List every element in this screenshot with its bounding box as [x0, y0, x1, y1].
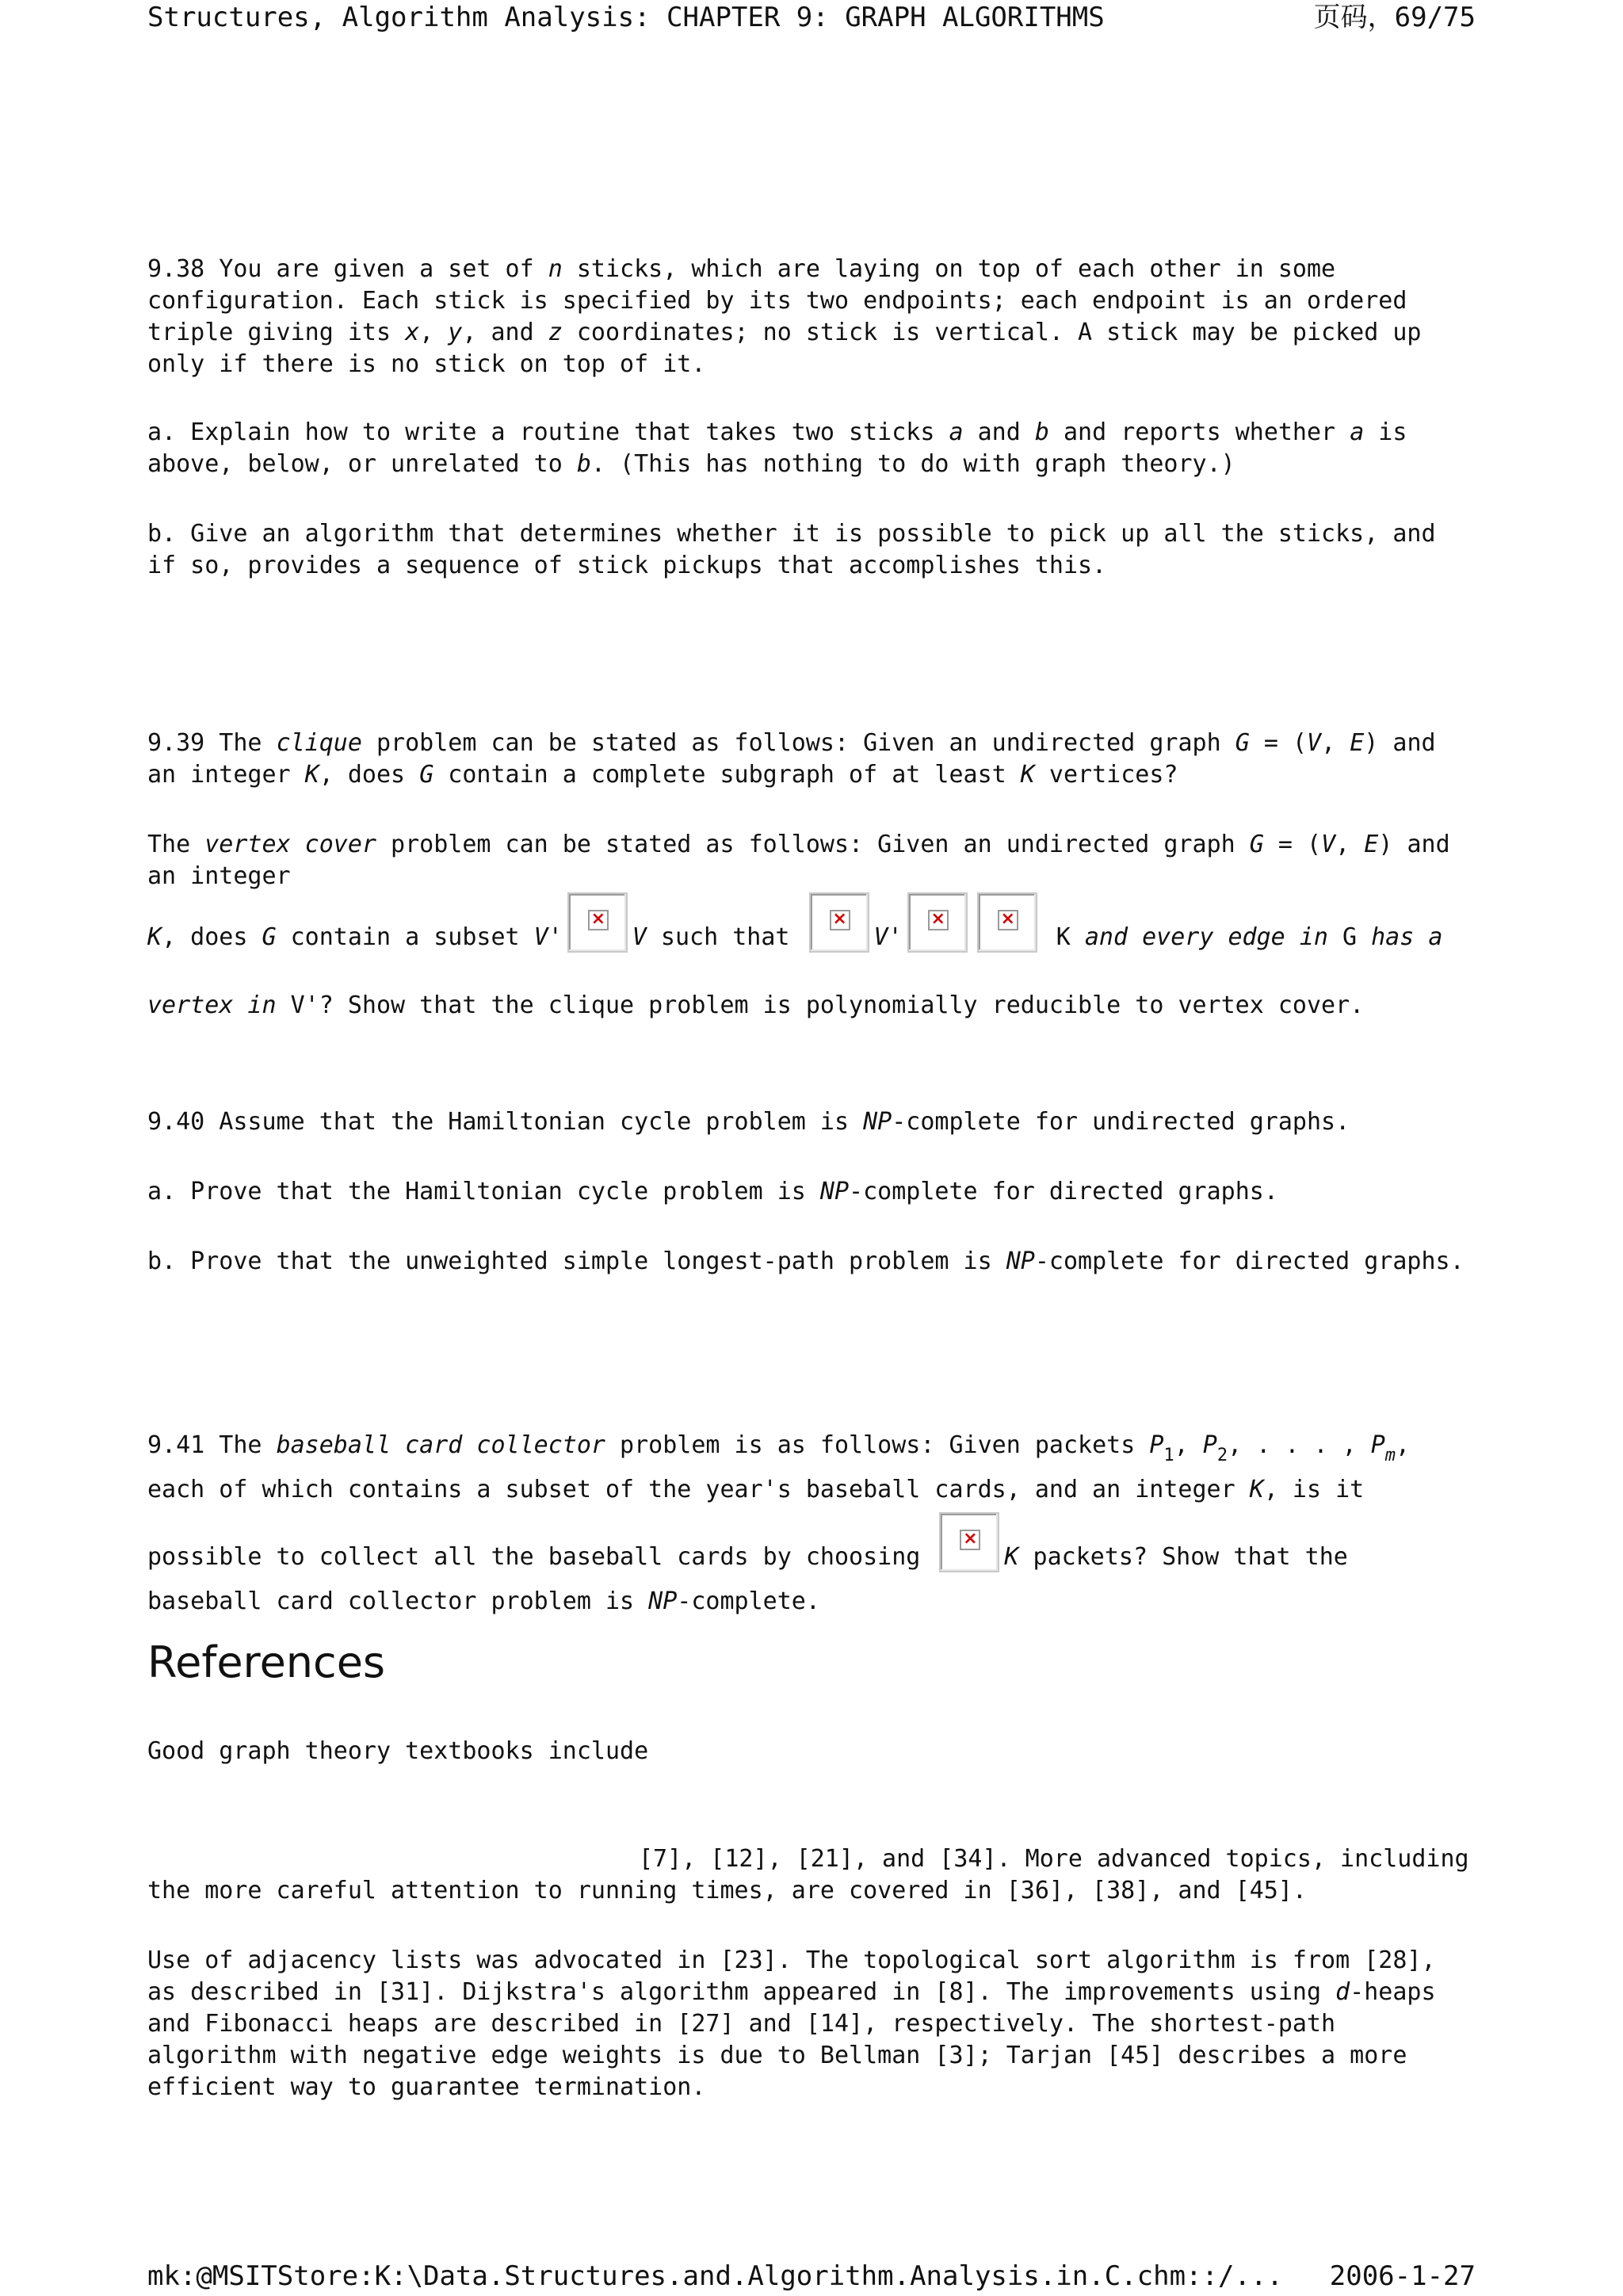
exercise-9-40: 9.40 Assume that the Hamiltonian cycle problem is NP-complete for undirected graphs.: [147, 1108, 1350, 1136]
references-intro: Good graph theory textbooks include: [147, 1737, 649, 1765]
references-textbooks: [7], [12], [21], and [34]. More advanced topics, including the more careful attention to running times, are covered in [36], [38], and [45].: [147, 1845, 1469, 1904]
exercise-9-38: [147, 254, 1476, 380]
broken-image-icon: ×: [809, 892, 869, 953]
page-footer: [147, 2259, 1476, 2294]
references-heading: References: [147, 1637, 386, 1687]
broken-image-icon: ×: [939, 1512, 999, 1572]
exercise-9-38-intro: 9.38 You are given a set of n sticks, which are laying on top of each other in some configuration. Each stick is specified by its two endpoints; each endpoint is an ordered triple giving its x, y, and z coordinates; no stick is vertical. A stick may be picked up only if there is no stick on top of it.: [147, 255, 1422, 378]
exercise-9-38-part-a: a. Explain how to write a routine that takes two sticks a and b and reports whether a is above, below, or unrelated to b. (This has nothing to do with graph theory.): [147, 418, 1407, 478]
footer-date: 2006-1-27: [1329, 2260, 1476, 2292]
exercise-9-40-part-a: a. Prove that the Hamiltonian cycle problem is NP-complete for directed graphs.: [147, 1178, 1278, 1205]
footer-source-path: mk:@MSITStore:K:\Data.Structures.and.Algorithm.Analysis.in.C.chm::/...: [147, 2260, 1283, 2292]
header-title: Structures, Algorithm Analysis: CHAPTER 9: GRAPH ALGORITHMS: [147, 2, 1105, 33]
exercise-9-39-vertex-cover: The vertex cover problem can be stated as follows: Given an undirected graph G = (V, E) and an integer K, does G contain a subset V' × V such that × V' × × K and every edge in G has a vertex in V'? Show that the clique problem is polynomially reducible to vertex cover.: [147, 831, 1450, 1019]
references-history: Use of adjacency lists was advocated in [23]. The topological sort algorithm is from [28], as described in [31]. Dijkstra's algorithm appeared in [8]. The improvements using d-heaps and Fibonacci heaps are described in [27] and [14], respectively. The shortest-path algorithm with negative edge weights is due to Bellman [3]; Tarjan [45] describes a more efficient way to guarantee termination.: [147, 1946, 1436, 2101]
exercise-9-38-part-b: b. Give an algorithm that determines whether it is possible to pick up all the sticks, and if so, provides a sequence of stick pickups that accomplishes this.: [147, 520, 1436, 579]
broken-image-icon: ×: [977, 892, 1037, 953]
exercise-9-40-part-b: b. Prove that the unweighted simple longest-path problem is NP-complete for directed graphs.: [147, 1247, 1465, 1275]
broken-image-icon: ×: [567, 892, 628, 953]
exercise-9-39: 9.39 The clique problem can be stated as follows: Given an undirected graph G = (V, E) and an integer K, does G contain a complete subgraph of at least K vertices?: [147, 729, 1436, 789]
page-header: [147, 0, 1476, 40]
exercise-9-41: 9.41 The baseball card collector problem is as follows: Given packets $P_1$, $P_2$, . . . , $P_m$, each of which contains a subset of the year's baseball cards, and an integer K, is it possible to collect all the baseball cards by choosing × K packets? Show that the baseball card collector problem is NP-complete.: [147, 1431, 1411, 1615]
header-page-number: 页码，69/75: [1313, 2, 1476, 33]
broken-image-icon: ×: [907, 892, 968, 953]
